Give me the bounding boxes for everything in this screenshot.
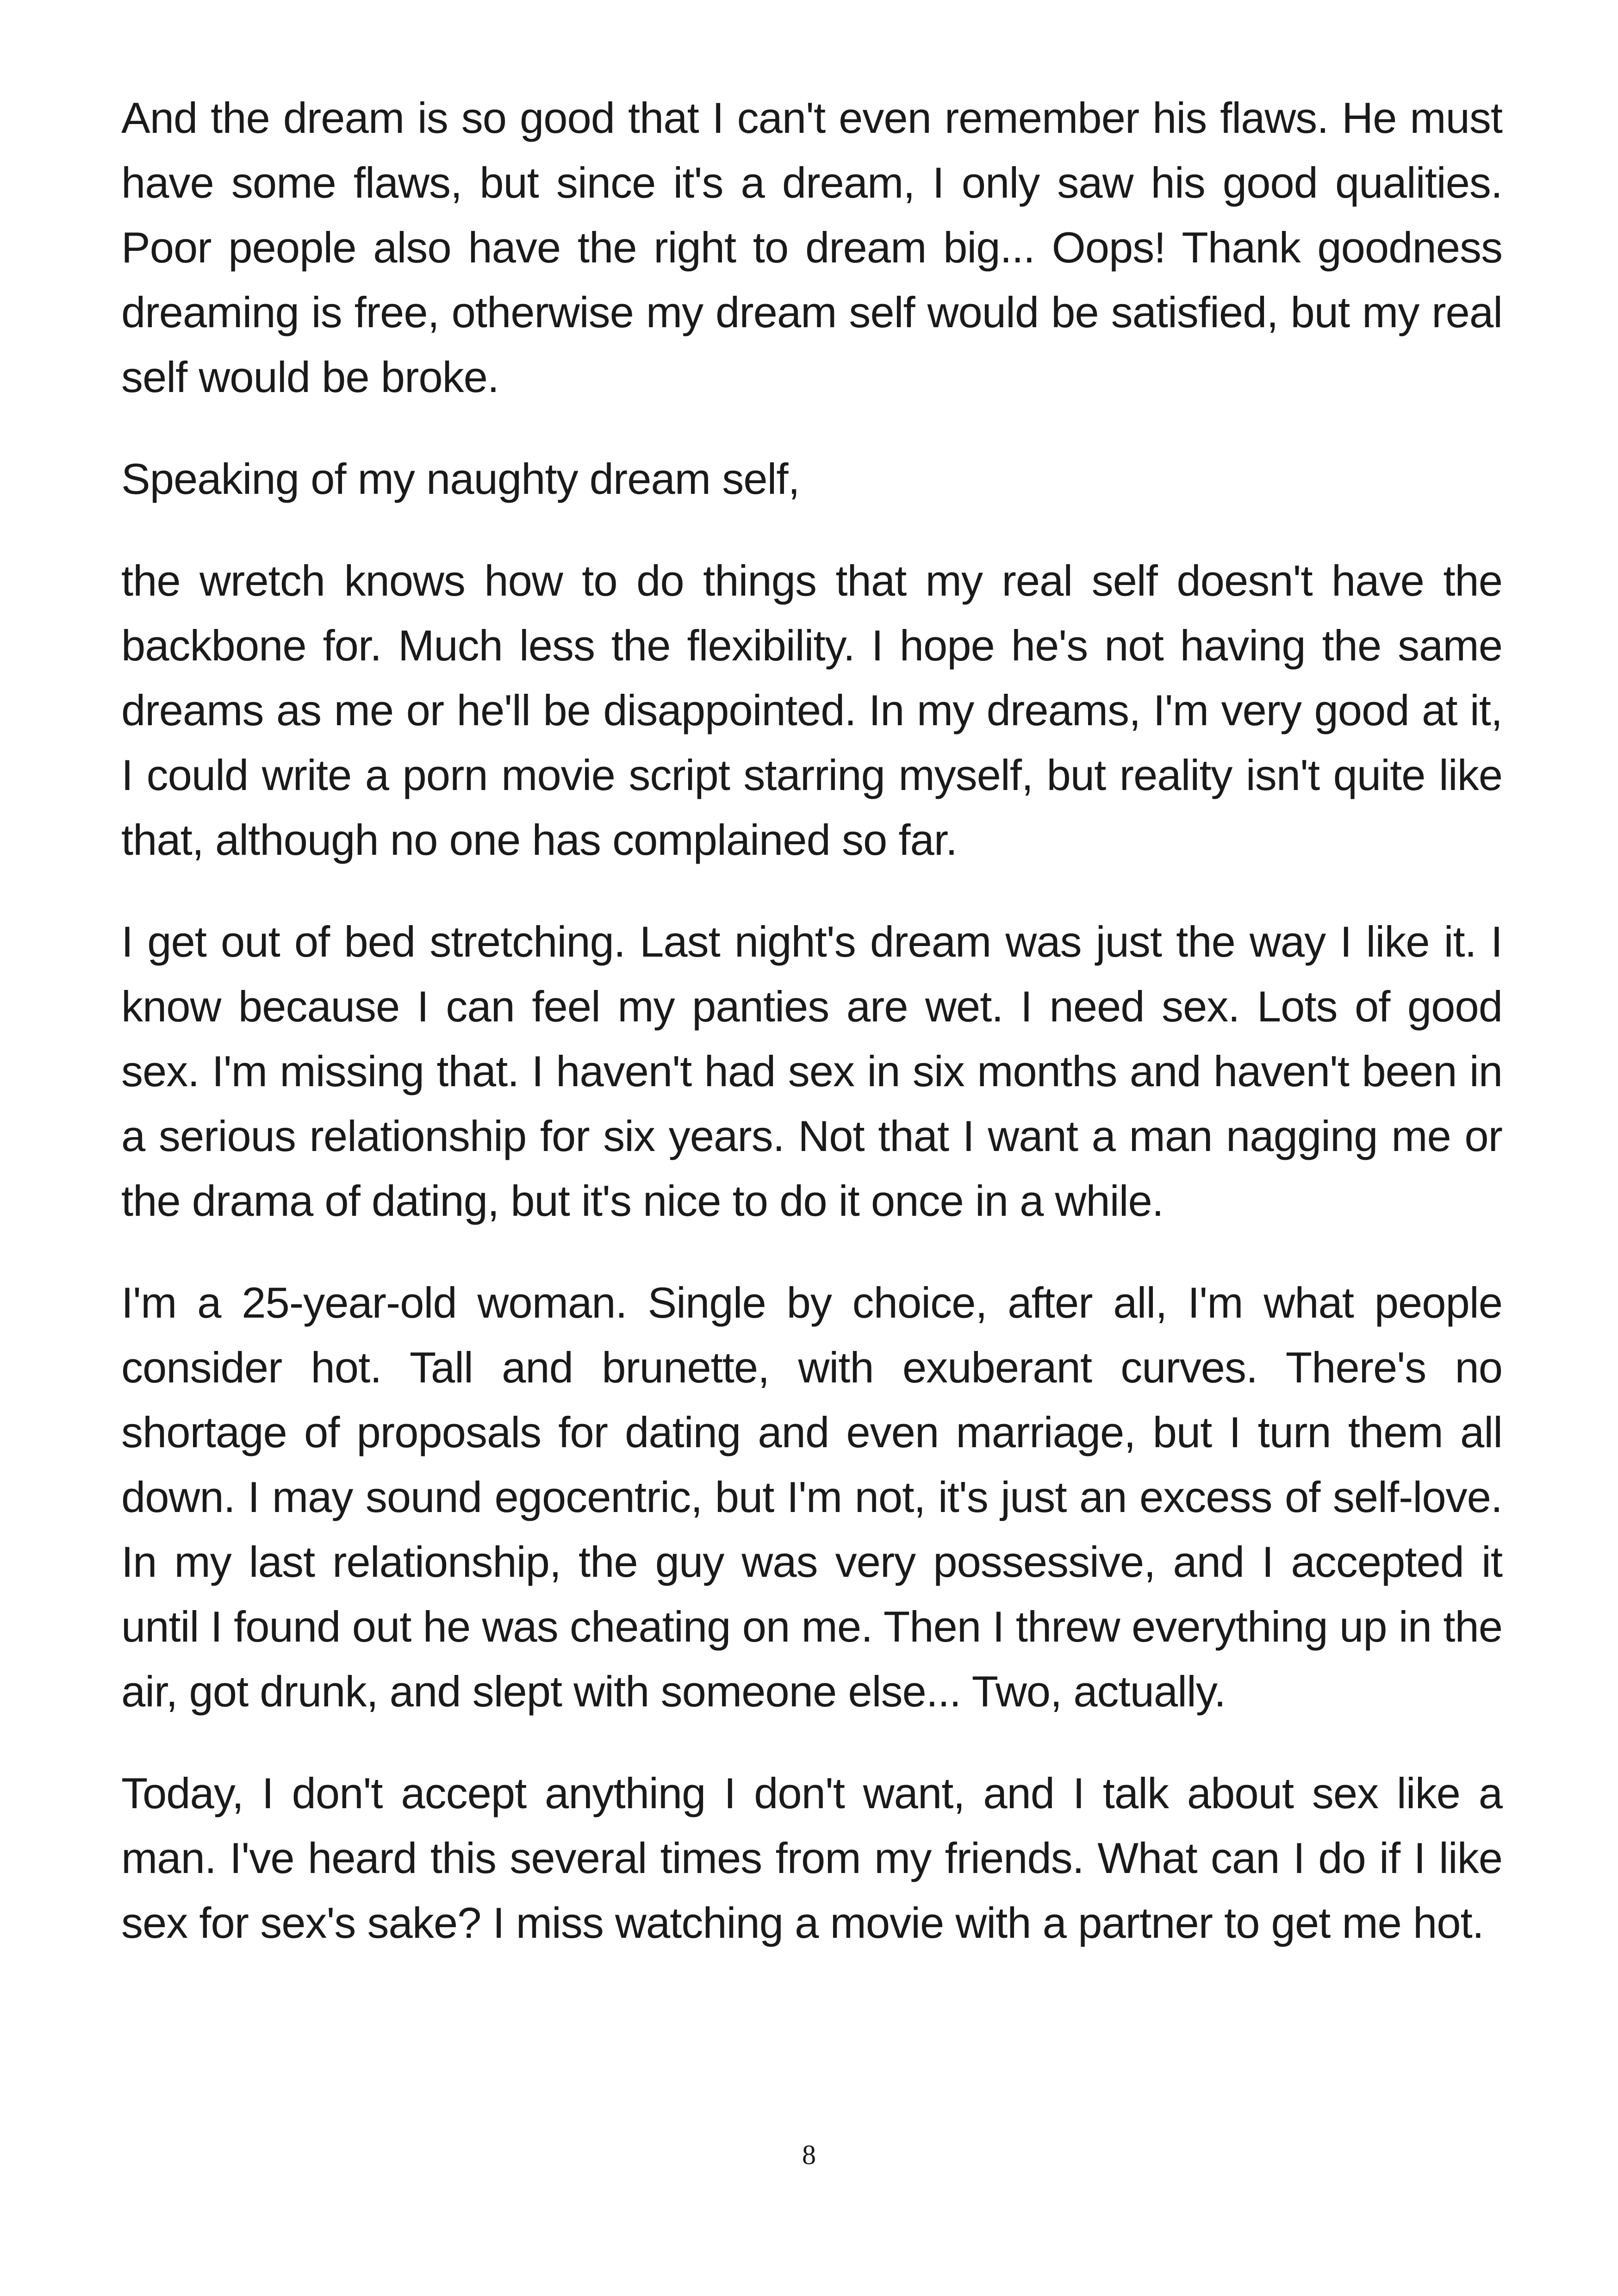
paragraph-1: And the dream is so good that I can't even remember his flaws. He must have some flaws, but since it's a dream, I only saw his good qualities. Poor people also have the right to dream big... Oops! Thank goodness dreaming is free, otherwise my dream self would be satisfied, but my real self would be broke. <box>121 93 1502 401</box>
paragraph-3: the wretch knows how to do things that my real self doesn't have the backbone for. Much less the flexibility. I hope he's not having the same dreams as me or he'll be disappointed. In my dreams, I'm very good at it, I could write a porn movie script starring myself, but reality isn't quite like that, although no one has complained so far. <box>121 556 1502 864</box>
body-text <box>121 86 1502 1992</box>
page-number: 8 <box>802 2140 816 2170</box>
paragraph-5: I'm a 25-year-old woman. Single by choice, after all, I'm what people consider hot. Tall and brunette, with exuberant curves. There's no shortage of proposals for dating and even marriage, but I turn them all down. I may sound egocentric, but I'm not, it's just an excess of self-love. In my last relationship, the guy was very possessive, and I accepted it until I found out he was cheating on me. Then I threw everything up in the air, got drunk, and slept with someone else... Two, actually. <box>121 1278 1502 1716</box>
paragraph-4: I get out of bed stretching. Last night's dream was just the way I like it. I know because I can feel my panties are wet. I need sex. Lots of good sex. I'm missing that. I haven't had sex in six months and haven't been in a serious relationship for six years. Not that I want a man nagging me or the drama of dating, but it's nice to do it once in a while. <box>121 917 1502 1225</box>
paragraph-6: Today, I don't accept anything I don't want, and I talk about sex like a man. I've heard this several times from my friends. What can I do if I like sex for sex's sake? I miss watching a movie with a partner to get me hot. <box>121 1769 1502 1947</box>
paragraph-2: Speaking of my naughty dream self, <box>121 454 800 503</box>
